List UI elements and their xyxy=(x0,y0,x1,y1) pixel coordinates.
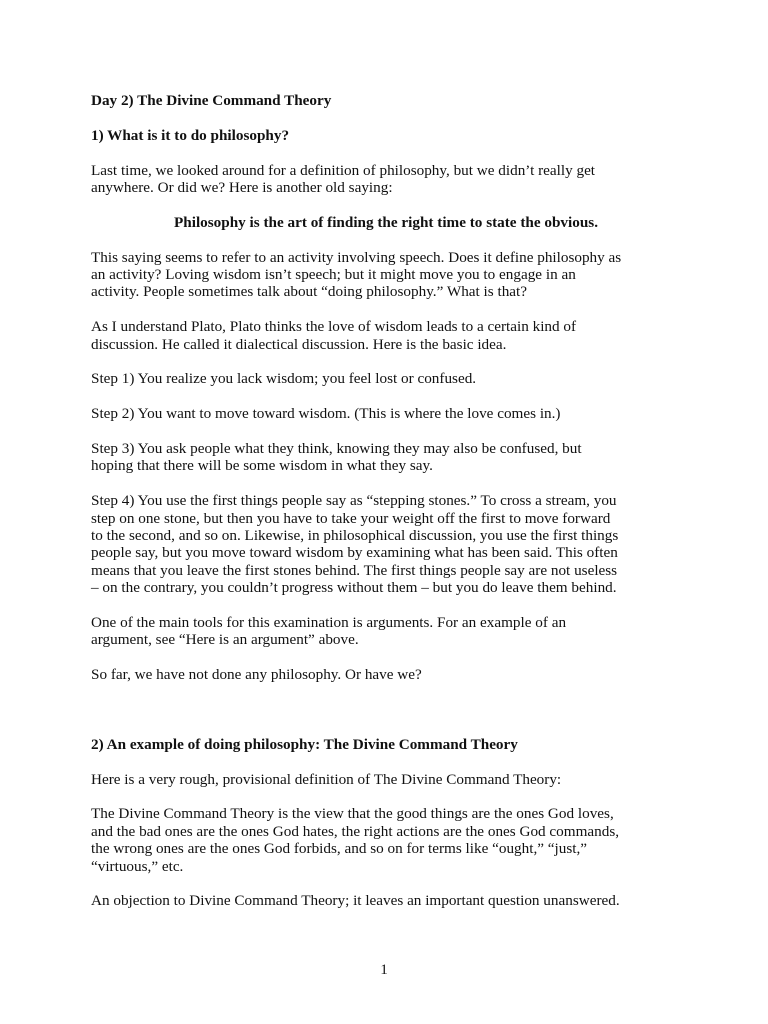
section-2-heading: 2) An example of doing philosophy: The Divine Command Theory xyxy=(91,735,518,753)
paragraph-arguments: One of the main tools for this examination is arguments. For an example of an argument, see “Here is an argument” above. xyxy=(91,614,567,649)
step-4: Step 4) You use the first things people say as “stepping stones.” To cross a stream, you step on one stone, but then you have to take your weight off the first to move forward to the second, and so on. Likewise, in philosophical discussion, you use the first things people say, but you move toward wisdom by examining what has been said. This often means that you leave the first stones behind. The first things people say are not useless – on the contrary, you couldn’t progress without them – but you do leave them behind. xyxy=(91,492,619,597)
step-2: Step 2) You want to move toward wisdom. (This is where the love comes in.) xyxy=(91,405,561,423)
paragraph-objection: An objection to Divine Command Theory; it leaves an important question unanswered. xyxy=(91,892,620,910)
paragraph-intro: Last time, we looked around for a definition of philosophy, but we didn’t really get anywhere. Or did we? Here is another old saying: xyxy=(91,161,596,196)
document-page xyxy=(91,92,681,910)
paragraph-definition: The Divine Command Theory is the view that the good things are the ones God loves, and the bad ones are the ones God hates, the right actions are the ones God commands, the wrong ones are the ones God forbids, and so on for terms like “ought,” “just,” “virtuous,” etc. xyxy=(91,805,620,875)
quote-philosophy: Philosophy is the art of finding the right time to state the obvious. xyxy=(174,213,598,231)
page-number: 1 xyxy=(380,961,388,978)
step-1: Step 1) You realize you lack wisdom; you feel lost or confused. xyxy=(91,370,477,388)
paragraph-so-far: So far, we have not done any philosophy. Or have we? xyxy=(91,666,422,684)
step-3: Step 3) You ask people what they think, knowing they may also be confused, but hoping that there will be some wisdom in what they say. xyxy=(91,440,582,475)
paragraph-plato: As I understand Plato, Plato thinks the love of wisdom leads to a certain kind of discussion. He called it dialectical discussion. Here is the basic idea. xyxy=(91,318,577,353)
document-title: Day 2) The Divine Command Theory xyxy=(91,92,332,109)
section-1-heading: 1) What is it to do philosophy? xyxy=(91,126,290,144)
paragraph-saying: This saying seems to refer to an activity involving speech. Does it define philosophy as an activity? Loving wisdom isn’t speech; but it might move you to engage in an activity. People sometimes talk about “doing philosophy.” What is that? xyxy=(91,248,622,301)
paragraph-definition-intro: Here is a very rough, provisional definition of The Divine Command Theory: xyxy=(91,770,562,788)
